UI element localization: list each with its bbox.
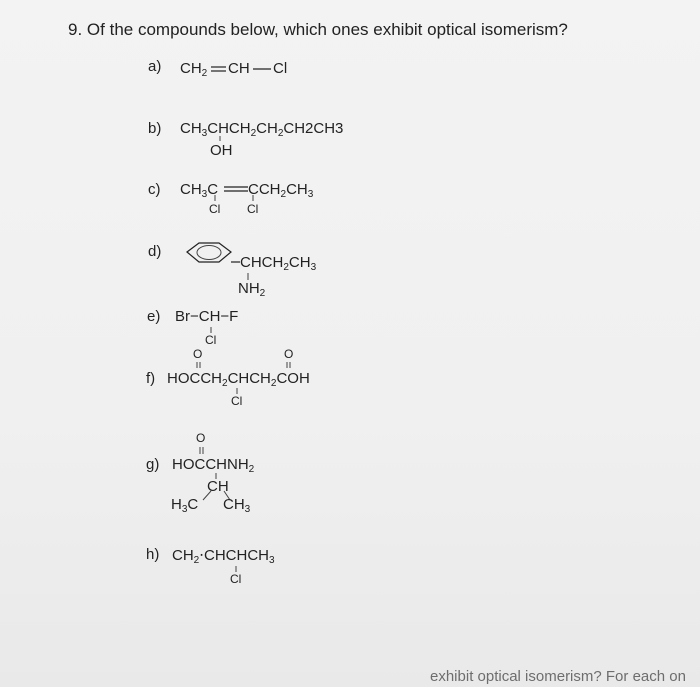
next-question-fragment: exhibit optical isomerism? For each on <box>430 668 686 685</box>
compound-c-label: c) <box>148 181 161 198</box>
compound-c-right: $CCH_2CH_3$ <box>248 181 314 200</box>
compound-e-label: e) <box>147 308 161 325</box>
compound-f-label: f) <box>146 370 156 387</box>
compound-e-formula: Br−CH−F <box>175 308 239 325</box>
compound-d-label: d) <box>148 243 162 260</box>
compound-a-mid: CH <box>228 60 250 77</box>
compound-g-left: $H_3C$ <box>171 496 199 515</box>
compound-g-right: $CH_3$ <box>223 496 251 515</box>
compound-g-formula: $HOCCHNH_2$ <box>172 456 255 475</box>
benzene-ring <box>187 243 231 262</box>
compound-a-label: a) <box>148 58 162 75</box>
compound-g-o: O <box>196 431 206 445</box>
compound-a-right: Cl <box>273 60 288 77</box>
compound-g-ch: CH <box>207 478 229 495</box>
compound-f-o2: O <box>284 347 294 361</box>
compound-h-label: h) <box>146 546 160 563</box>
question-number: 9. <box>68 20 83 39</box>
compound-h-formula: $CH_2\cdot CHCHCH_3$ <box>172 547 275 566</box>
compound-a-left: $CH_2$ <box>180 60 208 79</box>
compound-b-label: b) <box>148 120 162 137</box>
compound-d-nh2: $NH_2$ <box>238 280 266 299</box>
compound-c-cl-1: Cl <box>209 202 221 216</box>
compound-f-formula: $HOCCH_2CHCH_2COH$ <box>167 370 310 389</box>
compound-h-cl: Cl <box>230 572 242 586</box>
compound-d-chain: $CHCH_2CH_3$ <box>240 254 317 273</box>
compound-e-cl: Cl <box>205 333 217 347</box>
question-text: Of the compounds below, which ones exhibit optical isomerism? <box>86 20 568 39</box>
compound-f-cl: Cl <box>231 394 243 408</box>
compound-f-o1: O <box>193 347 203 361</box>
compound-b-oh: OH <box>210 142 233 159</box>
compound-c-cl-2: Cl <box>247 202 259 216</box>
compound-g-label: g) <box>146 456 160 473</box>
compound-a <box>148 58 161 75</box>
compound-c-left: $CH_3C$ <box>180 181 219 200</box>
compound-b-formula: $CH_3CHCH_2CH_2CH2CH3$ <box>180 120 344 139</box>
